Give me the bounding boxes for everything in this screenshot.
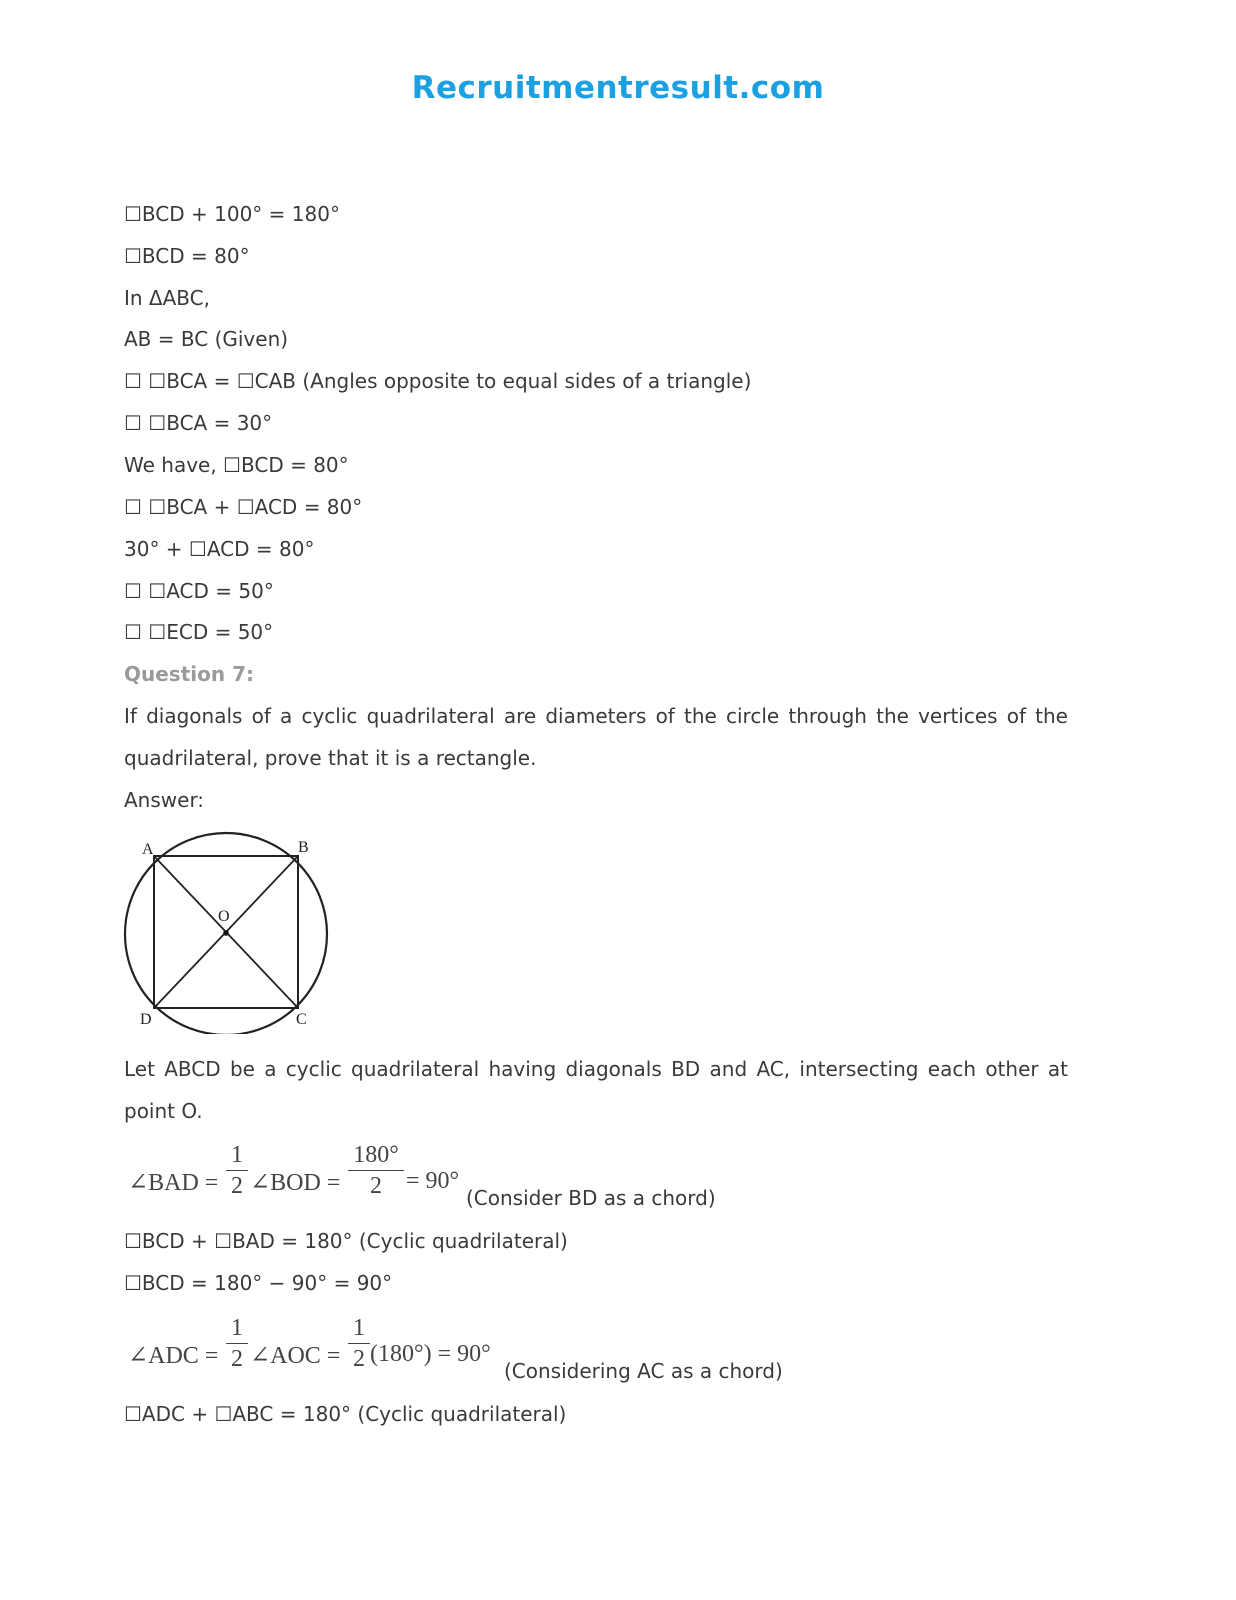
fraction-bar (348, 1170, 404, 1171)
text-line: ☐BCD = 180° − 90° = 90° (124, 1271, 393, 1295)
eq1-fraction-180 (348, 1142, 404, 1200)
eq2-f2-num: 1 (353, 1315, 365, 1341)
vertex-label-d: D (140, 1011, 152, 1028)
text-line: ☐ ☐BCA = ☐CAB (Angles opposite to equal sides of a triangle) (124, 369, 752, 393)
text-line: We have, ☐BCD = 80° (124, 453, 349, 477)
eq1-f1-num: 1 (231, 1142, 243, 1168)
text-line: ☐ ☐BCA = 30° (124, 411, 273, 435)
text-line: ☐BCD + ☐BAD = 180° (Cyclic quadrilateral) (124, 1229, 568, 1253)
eq1-f2-num: 180° (353, 1142, 399, 1168)
text-line: AB = BC (Given) (124, 327, 289, 351)
text-line: ☐ ☐BCA + ☐ACD = 80° (124, 495, 363, 519)
text-line: ☐ ☐ECD = 50° (124, 620, 274, 644)
eq1-lhs: ∠BAD = (128, 1170, 219, 1196)
vertex-label-a: A (142, 841, 154, 858)
eq1-note: (Consider BD as a chord) (466, 1186, 716, 1210)
eq2-rhs: (180°) = 90° (370, 1341, 491, 1367)
text-line: ☐ ☐ACD = 50° (124, 579, 274, 603)
fraction-bar (348, 1343, 370, 1344)
eq2-lhs: ∠ADC = (128, 1343, 219, 1369)
vertex-label-c: C (296, 1011, 307, 1028)
eq2-fraction-half-2 (348, 1315, 370, 1373)
text-line: ☐ADC + ☐ABC = 180° (Cyclic quadrilateral) (124, 1402, 567, 1426)
equation-adc (124, 1313, 884, 1383)
eq2-f1-den: 2 (231, 1346, 243, 1372)
center-label-o: O (218, 908, 230, 925)
answer-label: Answer: (124, 788, 205, 812)
eq1-f1-den: 2 (231, 1173, 243, 1199)
eq1-fraction-half (226, 1142, 248, 1200)
question-text: If diagonals of a cyclic quadrilateral are diameters of the circle through the vertices of the quadrilateral, prove that it is a rectangle. (124, 704, 1068, 770)
eq2-mid: ∠AOC = (250, 1343, 341, 1369)
fraction-bar (226, 1170, 248, 1171)
equation-bad (124, 1140, 824, 1210)
text-line: ☐BCD + 100° = 180° (124, 202, 340, 226)
proof-intro: Let ABCD be a cyclic quadrilateral having diagonals BD and AC, intersecting each other at point O. (124, 1057, 1068, 1123)
text-line: ☐BCD = 80° (124, 244, 250, 268)
vertex-label-b: B (298, 839, 309, 856)
eq1-rhs: = 90° (406, 1168, 460, 1194)
eq2-f2-den: 2 (353, 1346, 365, 1372)
eq2-f1-num: 1 (231, 1315, 243, 1341)
cyclic-quadrilateral-figure (120, 822, 332, 1034)
text-line: 30° + ☐ACD = 80° (124, 537, 315, 561)
eq2-fraction-half (226, 1315, 248, 1373)
center-point-o (223, 930, 229, 936)
site-header: Recruitmentresult.com (411, 70, 825, 106)
eq1-f2-den: 2 (370, 1173, 382, 1199)
question-heading: Question 7: (124, 662, 254, 686)
fraction-bar (226, 1343, 248, 1344)
eq1-mid: ∠BOD = (250, 1170, 341, 1196)
eq2-note: (Considering AC as a chord) (504, 1359, 783, 1383)
text-line: In ΔABC, (124, 286, 210, 310)
